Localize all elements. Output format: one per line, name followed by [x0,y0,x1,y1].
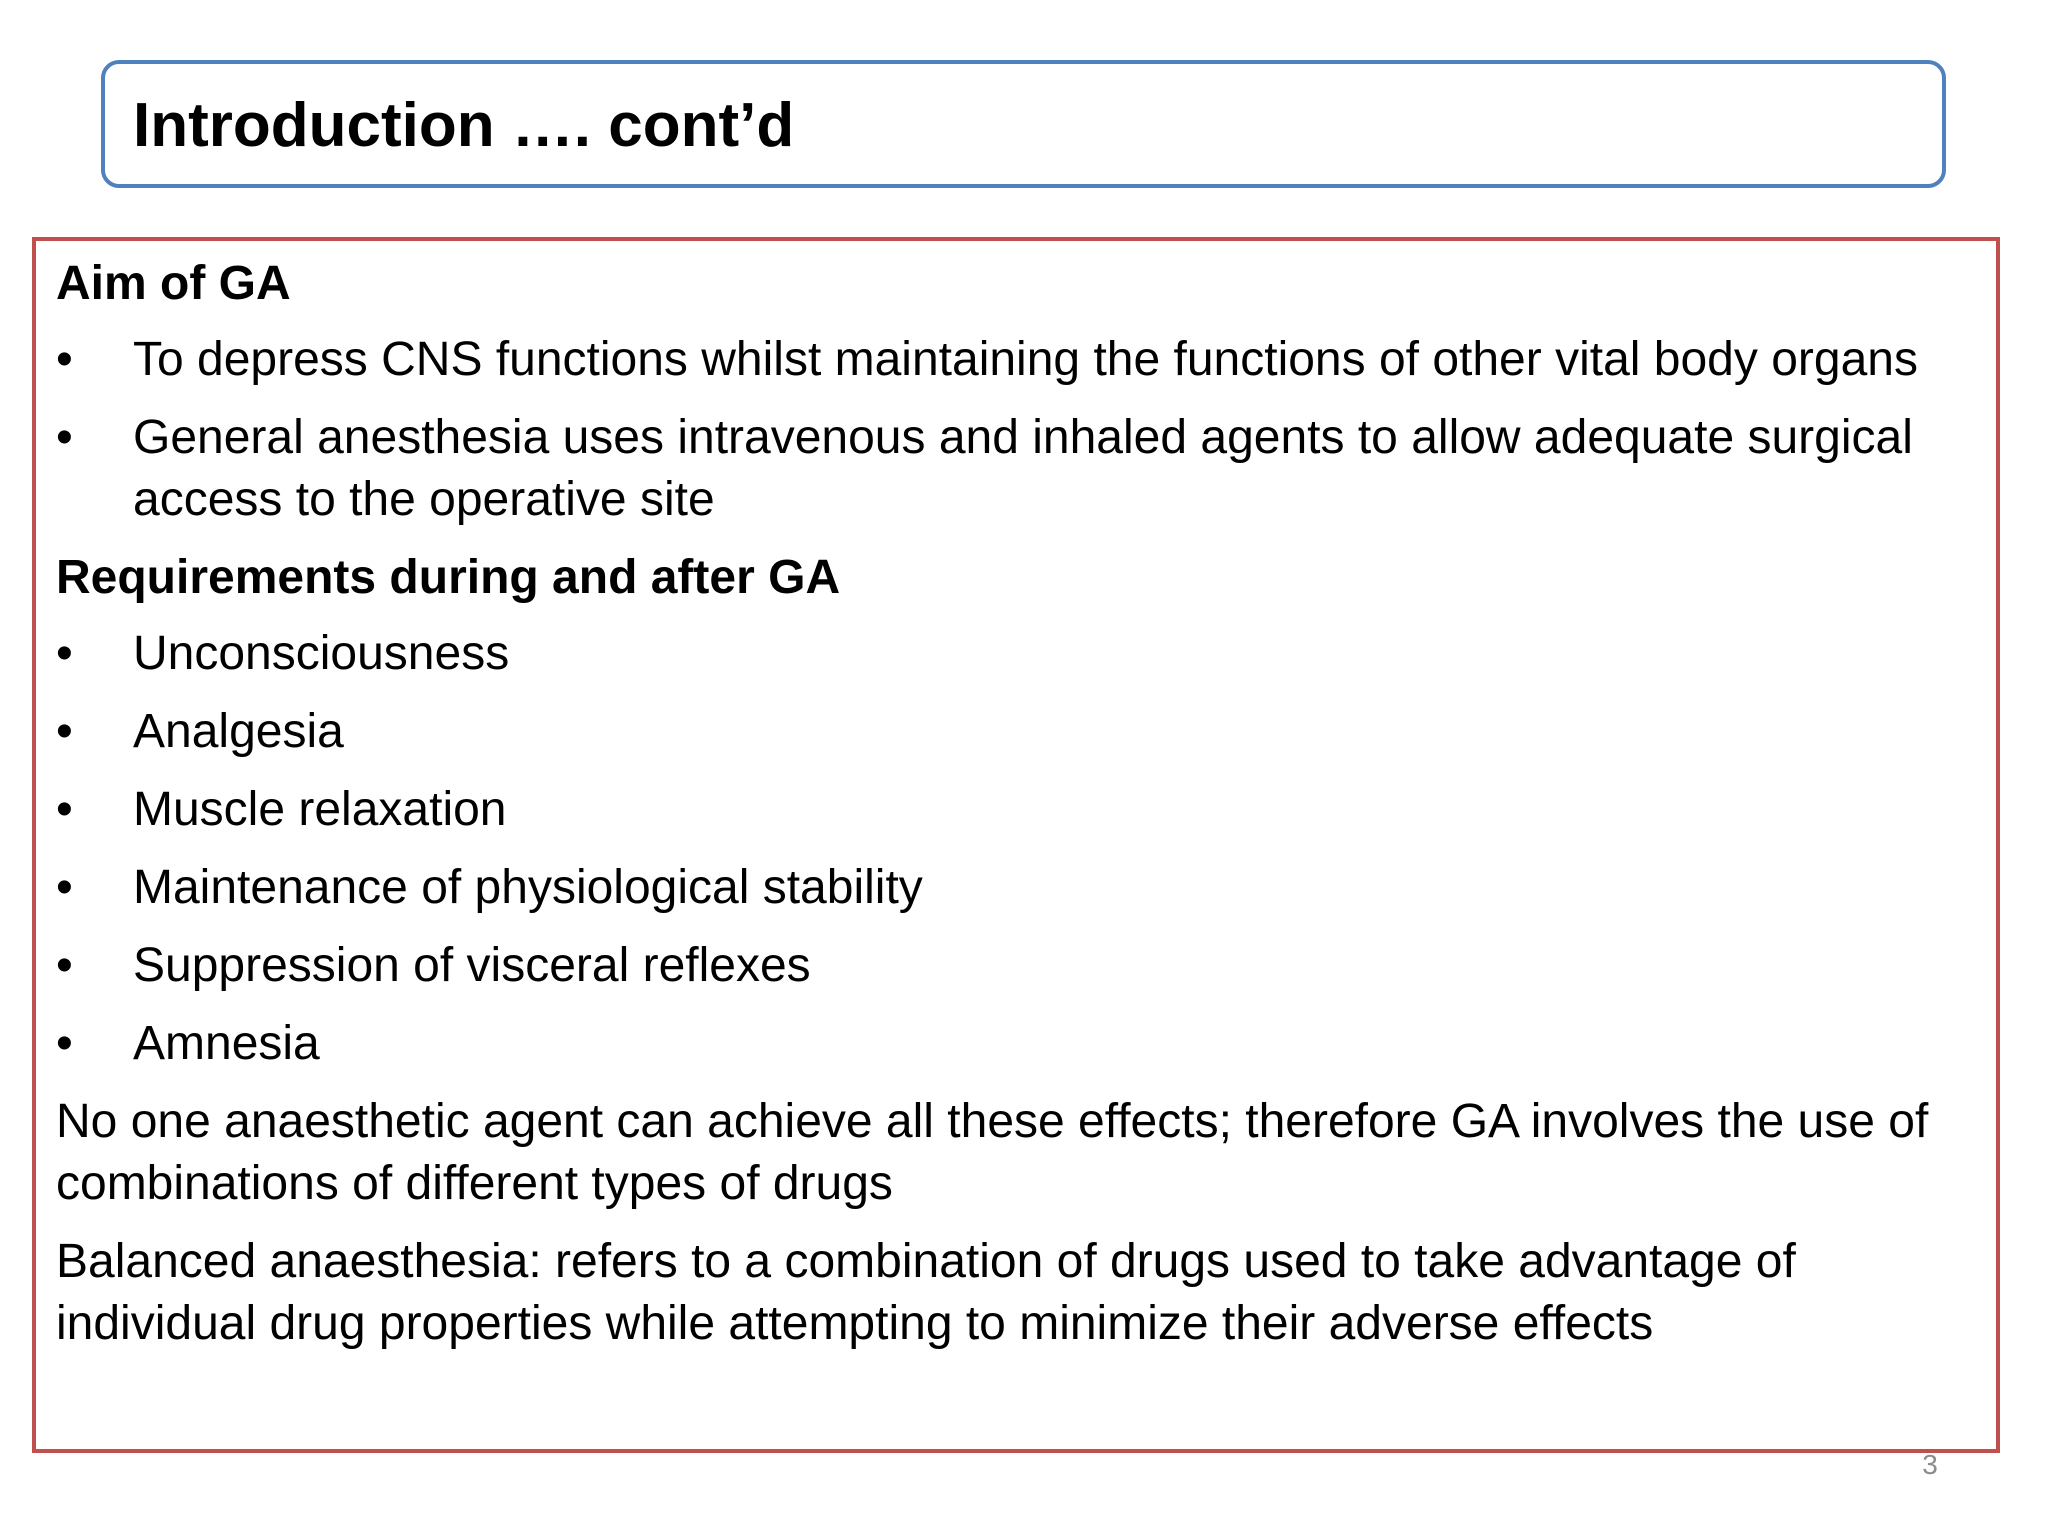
combination-paragraph: No one anaesthetic agent can achieve all these effects; therefore GA involves the use of combinations of different types of drugs [56,1095,1929,1210]
title-box [101,60,1946,188]
content-body [56,253,1976,1371]
slide-title: Introduction …. cont’d [133,91,795,160]
bullet-icon: • [56,411,73,464]
requirement-text: Muscle relaxation [133,783,507,836]
page-number: 3 [1922,1449,1938,1480]
bullet-icon: • [56,333,73,386]
requirement-bullet-item [56,1013,1976,1075]
aim-bullet-item [56,407,1976,531]
bullet-icon: • [56,861,73,914]
bullet-icon: • [56,939,73,992]
balanced-anaesthesia-paragraph: Balanced anaesthesia: refers to a combination of drugs used to take advantage of individual drug properties while attempting to minimize their adverse effects [56,1235,1796,1350]
bullet-icon: • [56,783,73,836]
requirement-bullet-item [56,623,1976,685]
bullet-icon: • [56,705,73,758]
requirement-text: Analgesia [133,705,344,758]
requirement-text: Unconsciousness [133,627,510,680]
bullet-icon: • [56,1017,73,1070]
aim-bullet-text: General anesthesia uses intravenous and inhaled agents to allow adequate surgical access to the operative site [133,411,1913,526]
content-box [32,237,2000,1453]
requirement-text: Amnesia [133,1017,320,1070]
bullet-icon: • [56,627,73,680]
requirement-bullet-item [56,857,1976,919]
aim-bullet-item [56,329,1976,391]
requirements-heading: Requirements during and after GA [56,551,841,604]
requirement-bullet-item [56,701,1976,763]
aim-bullet-text: To depress CNS functions whilst maintaining the functions of other vital body organs [133,333,1918,386]
requirement-bullet-item [56,779,1976,841]
requirement-text: Suppression of visceral reflexes [133,939,811,992]
requirement-bullet-item [56,935,1976,997]
requirement-text: Maintenance of physiological stability [133,861,923,914]
aim-heading: Aim of GA [56,257,291,310]
